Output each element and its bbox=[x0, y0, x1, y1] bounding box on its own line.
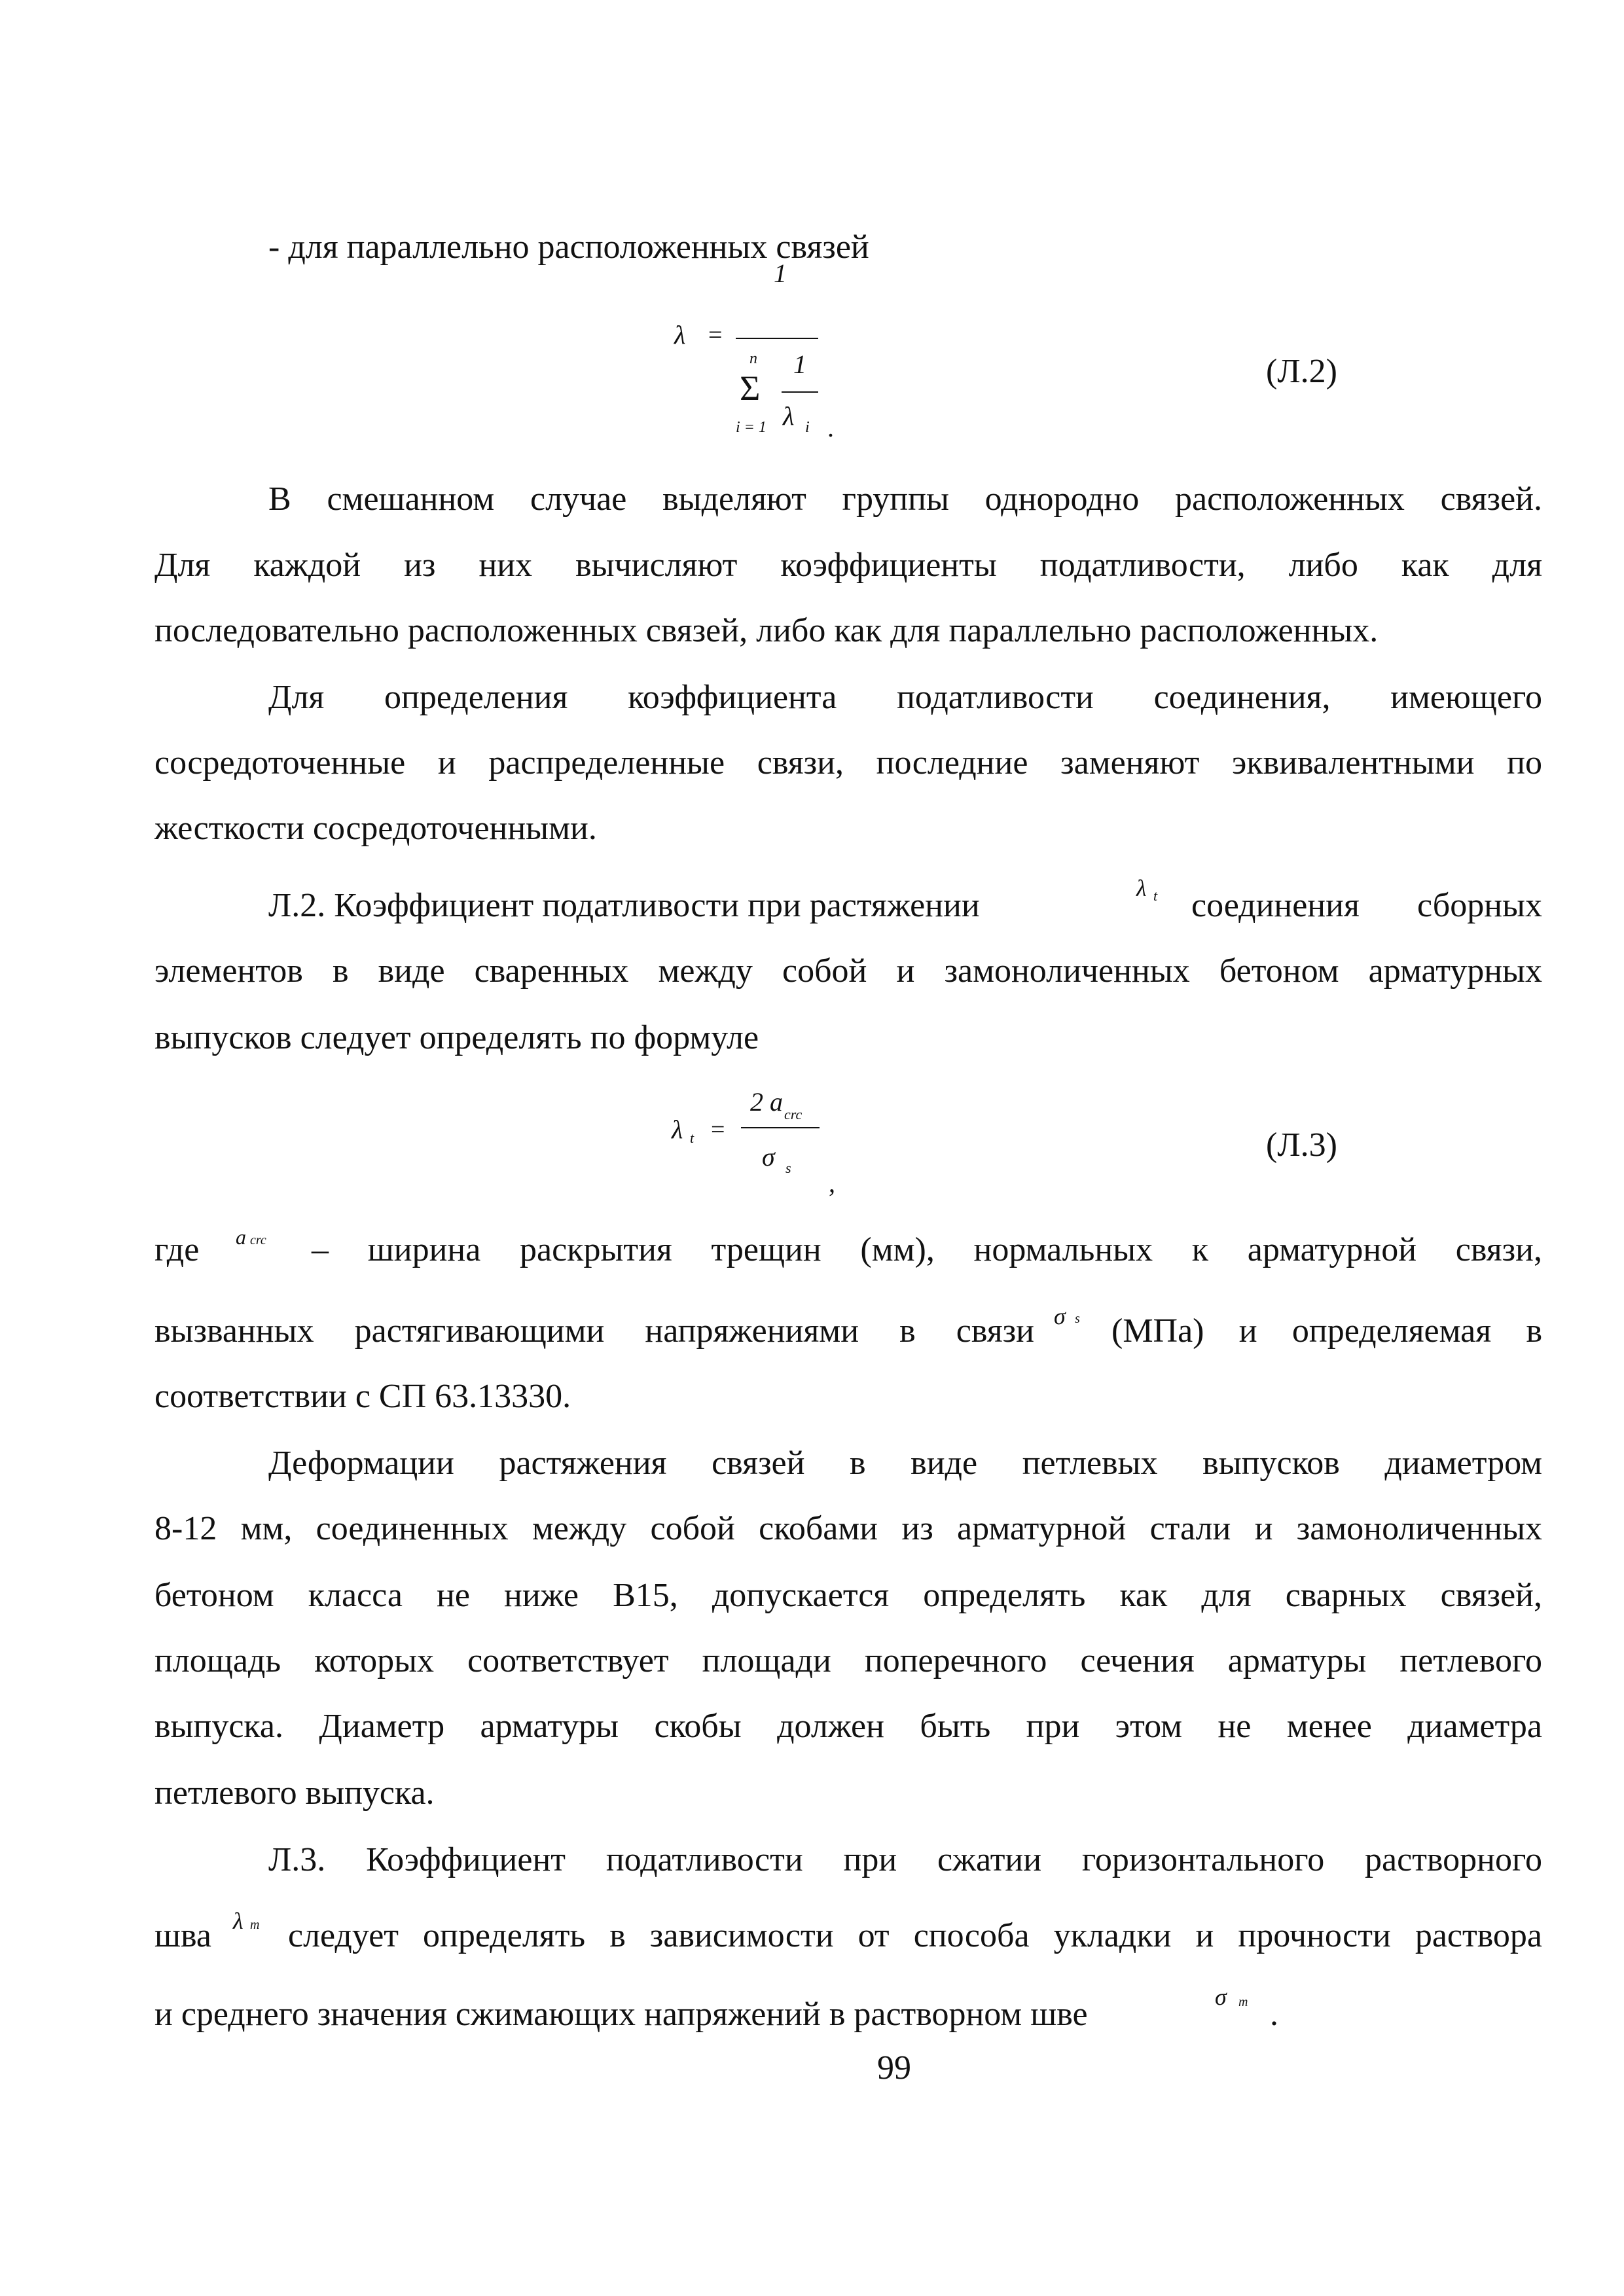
para-l3-line-3-end: . bbox=[1270, 1996, 1278, 2033]
formula-l2-lhs: λ bbox=[674, 320, 686, 350]
para-deform-line-6: петлевого выпуска. bbox=[154, 1774, 435, 1812]
para-where-a-sub: crc bbox=[250, 1233, 266, 1247]
formula-l2-inner-fraction-bar bbox=[782, 391, 818, 393]
para-where-line-2-start: вызванных растягивающими напряжениями в связи bbox=[154, 1312, 1034, 1350]
para-where-line-2-end: (МПа) и определяемая в bbox=[1111, 1312, 1542, 1350]
para-mixed-line-2: Для каждой из них вычисляют коэффициенты податливости, либо как для bbox=[154, 547, 1542, 584]
formula-l2-sum-lower: i = 1 bbox=[736, 419, 767, 436]
para-mixed-line-3: последовательно расположенных связей, либо как для параллельно расположенных. bbox=[154, 612, 1379, 649]
para-l2-line-1-start: Л.2. Коэффициент податливости при растяжении bbox=[268, 887, 980, 924]
formula-l2-numerator: 1 bbox=[774, 259, 787, 288]
formula-l2-sum-symbol: Σ bbox=[740, 368, 761, 408]
para-where-line-1-end: – ширина раскрытия трещин (мм), нормальных к арматурной связи, bbox=[312, 1231, 1542, 1268]
formula-l2-trailing: . bbox=[827, 413, 834, 442]
para-l2-line-2: элементов в виде сваренных между собой и замоноличенных бетоном арматурных bbox=[154, 952, 1542, 990]
formula-l3-denominator: σ bbox=[762, 1142, 775, 1172]
formula-l2-inner-denominator: λ bbox=[783, 401, 795, 431]
formula-l2-inner-numerator: 1 bbox=[793, 350, 806, 379]
para-l3-sigma-symbol: σ bbox=[1215, 1984, 1227, 2010]
para-where-sigma-sub: s bbox=[1075, 1312, 1080, 1326]
para-l3-lambda-sub: m bbox=[250, 1918, 260, 1932]
para-where-line-1-start: где bbox=[154, 1231, 200, 1268]
para-l3-lambda-symbol: λ bbox=[233, 1908, 244, 1934]
para-deform-line-4: площадь которых соответствует площади поперечного сечения арматуры петлевого bbox=[154, 1642, 1542, 1679]
formula-l3-numerator-sub: crc bbox=[784, 1106, 803, 1122]
formula-l3-number: (Л.3) bbox=[1266, 1126, 1337, 1164]
para-where-a-symbol: a bbox=[236, 1225, 246, 1249]
formula-l3-numerator: 2 a bbox=[750, 1087, 783, 1117]
formula-l3-denominator-sub: s bbox=[785, 1160, 791, 1176]
formula-l2-eq: = bbox=[708, 321, 723, 349]
para-l3-sigma-sub: m bbox=[1238, 1995, 1248, 2009]
formula-l3-lhs: λ bbox=[672, 1115, 683, 1144]
page-number: 99 bbox=[877, 2049, 911, 2087]
formula-l3-lhs-sub: t bbox=[690, 1130, 695, 1146]
formula-l3-trailing: , bbox=[829, 1168, 835, 1198]
para-l2-line-3: выпусков следует определять по формуле bbox=[154, 1019, 759, 1056]
para-deform-line-5: выпуска. Диаметр арматуры скобы должен быть при этом не менее диаметра bbox=[154, 1708, 1542, 1745]
para-distributed-line-3: жесткости сосредоточенными. bbox=[154, 810, 597, 847]
para-l3-line-3-start: и среднего значения сжимающих напряжений в растворном шве bbox=[154, 1996, 1088, 2033]
para-distributed-line-1: Для определения коэффициента податливости соединения, имеющего bbox=[268, 679, 1542, 716]
para-l3-line-1: Л.3. Коэффициент податливости при сжатии горизонтального растворного bbox=[268, 1841, 1542, 1878]
para-l2-lambda-sub: t bbox=[1153, 888, 1158, 904]
formula-l3-eq: = bbox=[711, 1116, 725, 1143]
formula-l2-number: (Л.2) bbox=[1266, 353, 1337, 390]
formula-l2-sum-upper: n bbox=[749, 350, 757, 367]
formula-l2-inner-sub: i bbox=[805, 419, 810, 436]
para-mixed-line-1: В смешанном случае выделяют группы однородно расположенных связей. bbox=[268, 480, 1542, 518]
para-l2-lambda-symbol: λ bbox=[1136, 875, 1147, 901]
para-deform-line-1: Деформации растяжения связей в виде петлевых выпусков диаметром bbox=[268, 1444, 1542, 1482]
para-deform-line-2: 8-12 мм, соединенных между собой скобами из арматурной стали и замоноличенных bbox=[154, 1510, 1542, 1547]
para-l3-line-2-end: следует определять в зависимости от способа укладки и прочности раствора bbox=[288, 1917, 1542, 1954]
para-where-sigma-symbol: σ bbox=[1054, 1303, 1066, 1329]
formula-l3-fraction-bar bbox=[741, 1127, 820, 1128]
intro-line: - для параллельно расположенных связей bbox=[268, 228, 869, 266]
para-where-line-3: соответствии с СП 63.13330. bbox=[154, 1378, 571, 1415]
para-distributed-line-2: сосредоточенные и распределенные связи, последние заменяют эквивалентными по bbox=[154, 744, 1542, 781]
para-deform-line-3: бетоном класса не ниже В15, допускается определять как для сварных связей, bbox=[154, 1577, 1542, 1614]
para-l2-line-1-end: соединения сборных bbox=[1191, 887, 1542, 924]
para-l3-line-2-start: шва bbox=[154, 1917, 211, 1954]
formula-l2-main-fraction-bar bbox=[736, 338, 818, 339]
